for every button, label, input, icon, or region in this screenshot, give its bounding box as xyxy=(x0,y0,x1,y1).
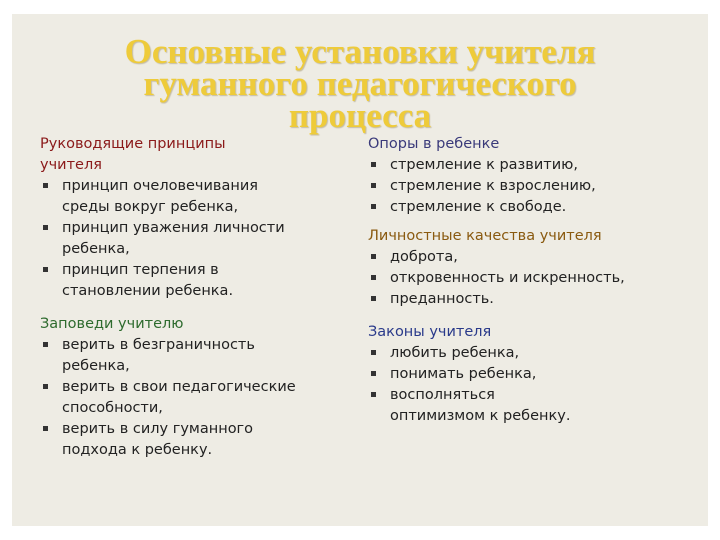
list-item xyxy=(368,197,688,218)
section-heading xyxy=(368,226,688,247)
square-bullet-icon xyxy=(371,204,376,209)
list-item-line: среды вокруг ребенка, xyxy=(62,199,239,215)
bullet-list xyxy=(368,247,688,310)
section-heading-line: Личностные качества учителя xyxy=(368,228,602,244)
list-item-line: верить в свои педагогические xyxy=(62,379,296,395)
square-bullet-icon xyxy=(43,267,48,272)
list-item xyxy=(368,289,688,310)
title-line-1: Основные установки учителя xyxy=(124,32,596,71)
left-column xyxy=(40,134,340,469)
title-line-2: гуманного педагогического xyxy=(143,64,577,103)
section xyxy=(368,226,688,310)
list-item-line: любить ребенка, xyxy=(390,345,520,361)
square-bullet-icon xyxy=(43,384,48,389)
list-item-line: оптимизмом к ребенку. xyxy=(390,408,571,424)
section xyxy=(40,314,340,461)
section-heading-line: Законы учителя xyxy=(368,324,492,340)
list-item-line: понимать ребенка, xyxy=(390,366,537,382)
square-bullet-icon xyxy=(371,392,376,397)
list-item xyxy=(40,218,340,260)
list-item-line: восполняться xyxy=(390,387,495,403)
list-item-line: способности, xyxy=(62,400,163,416)
list-item xyxy=(40,419,340,461)
list-item xyxy=(368,343,688,364)
square-bullet-icon xyxy=(43,426,48,431)
section xyxy=(40,134,340,302)
list-item-line: стремление к свободе. xyxy=(390,199,567,215)
square-bullet-icon xyxy=(43,225,48,230)
section-heading xyxy=(368,322,688,343)
list-item-line: верить в безграничность xyxy=(62,337,255,353)
bullet-list xyxy=(40,335,340,461)
list-item-line: принцип терпения в xyxy=(62,262,219,278)
square-bullet-icon xyxy=(371,254,376,259)
list-item xyxy=(368,247,688,268)
list-item xyxy=(368,268,688,289)
list-item-line: становлении ребенка. xyxy=(62,283,234,299)
square-bullet-icon xyxy=(371,183,376,188)
square-bullet-icon xyxy=(371,350,376,355)
list-item xyxy=(40,260,340,302)
list-item xyxy=(40,335,340,377)
slide-title xyxy=(12,32,708,135)
square-bullet-icon xyxy=(43,183,48,188)
list-item-line: доброта, xyxy=(390,249,458,265)
list-item-line: верить в силу гуманного xyxy=(62,421,254,437)
list-item-line: преданность. xyxy=(390,291,494,307)
list-item-line: принцип очеловечивания xyxy=(62,178,258,194)
bullet-list xyxy=(368,155,688,218)
list-item xyxy=(40,176,340,218)
square-bullet-icon xyxy=(371,275,376,280)
list-item-line: подхода к ребенку. xyxy=(62,442,213,458)
list-item-line: стремление к развитию, xyxy=(390,157,578,173)
section-heading-line: Заповеди учителю xyxy=(40,316,184,332)
list-item-line: стремление к взрослению, xyxy=(390,178,596,194)
square-bullet-icon xyxy=(43,342,48,347)
list-item-line: откровенность и искренность, xyxy=(390,270,625,286)
section-heading xyxy=(40,314,340,335)
bullet-list xyxy=(368,343,688,427)
list-item xyxy=(368,385,688,427)
section-heading xyxy=(40,134,340,176)
section-heading-line: учителя xyxy=(40,157,102,173)
list-item xyxy=(368,155,688,176)
list-item xyxy=(368,176,688,197)
title-line-3: процесса xyxy=(288,96,432,135)
square-bullet-icon xyxy=(371,296,376,301)
section xyxy=(368,322,688,427)
right-column xyxy=(368,134,688,435)
list-item xyxy=(368,364,688,385)
square-bullet-icon xyxy=(371,162,376,167)
list-item xyxy=(40,377,340,419)
section-heading xyxy=(368,134,688,155)
list-item-line: принцип уважения личности xyxy=(62,220,285,236)
section-heading-line: Руководящие принципы xyxy=(40,136,226,152)
square-bullet-icon xyxy=(371,371,376,376)
list-item-line: ребенка, xyxy=(62,358,130,374)
section xyxy=(368,134,688,218)
section-heading-line: Опоры в ребенке xyxy=(368,136,500,152)
list-item-line: ребенка, xyxy=(62,241,130,257)
bullet-list xyxy=(40,176,340,302)
